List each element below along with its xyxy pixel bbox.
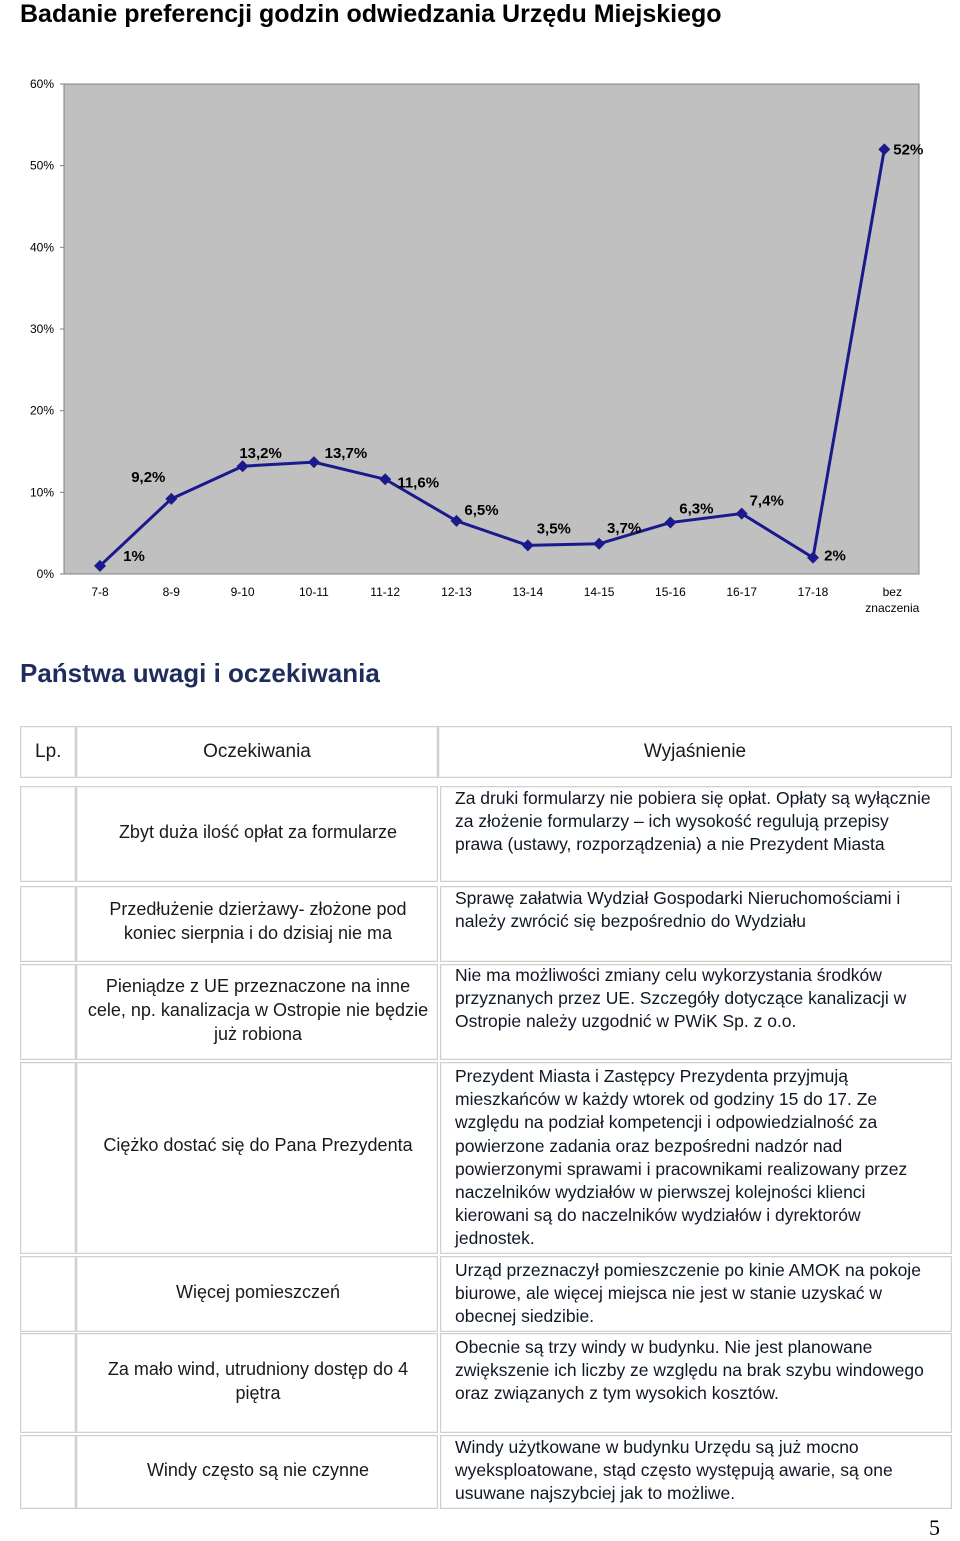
row-explanation-text: Urząd przeznaczył pomieszczenie po kinie AMOK na pokoje biurowe, ale więcej miejsca nie jest w stanie uzyskać w obecnej siedzibie.: [455, 1260, 921, 1327]
x-tick-label: 10-11: [298, 585, 329, 599]
header-expectations: [76, 726, 438, 778]
section-title: Państwa uwagi i oczekiwania: [20, 658, 380, 688]
data-label: 11,6%: [397, 474, 440, 492]
x-tick-label: znaczenia: [865, 601, 920, 615]
row-explanation-text: Sprawę załatwia Wydział Gospodarki Nieruchomościami i należy zwrócić się bezpośrednio do Wydziału: [455, 888, 901, 932]
data-label: 9,2%: [131, 468, 166, 486]
data-label: 3,7%: [606, 519, 642, 537]
x-tick-label: 13-14: [512, 585, 544, 599]
x-tick-label: 14-15: [583, 585, 615, 599]
row-expectation-text: Zbyt duża ilość opłat za formularze: [118, 822, 398, 842]
row-explanation-text: Prezydent Miasta i Zastępcy Prezydenta przyjmują mieszkańców w każdy wtorek od godziny 15 do 17. Ze względu na podział kompetencji i odpowiedzialność za powierzone zadania oraz bezpośredni nadzór nad powierzonymi sprawami i pracownikami realizowany przez naczelników wydziałów w pierwszej kolejności klienci kierowani są do naczelników wydziałów i dyrektorów jednostek.: [455, 1066, 908, 1249]
x-tick-label: 8-9: [162, 585, 180, 599]
data-label: 13,2%: [239, 445, 282, 463]
row-explanation-text: Windy użytkowane w budynku Urzędu są już mocno wyeksploatowane, stąd często występują awarie, są one usuwane najszybciej jak to możliwe.: [455, 1437, 893, 1504]
row-expectation-text: Przedłużenie dzierżawy- złożone pod koniec sierpnia i do dzisiaj nie ma: [109, 899, 407, 943]
data-label: 7,4%: [749, 492, 784, 510]
row-expectation-text: Windy często są nie czynne: [146, 1460, 370, 1480]
y-tick-label: 40%: [29, 240, 54, 255]
row-lp-cell: [20, 964, 76, 1060]
row-lp-cell: [20, 1256, 76, 1332]
x-tick-label: 17-18: [797, 585, 829, 599]
x-tick-label: 15-16: [655, 585, 686, 599]
row-expectation-text: Pieniądze z UE przeznaczone na inne cele, np. kanalizacja w Ostropie nie będzie już robiona: [87, 976, 429, 1044]
row-lp-cell: [20, 1062, 76, 1254]
header-explanation: [438, 726, 952, 778]
data-label: 3,5%: [536, 520, 571, 538]
row-lp-cell: [20, 1333, 76, 1433]
row-expectation-text: Za mało wind, utrudniony dostęp do 4 piętra: [107, 1359, 409, 1403]
row-explanation-text: Za druki formularzy nie pobiera się opłat. Opłaty są wyłącznie za złożenie formularzy – ich wysokość regulują przepisy prawa (ustawy, rozporządzenia) a nie Prezydent Miasta: [455, 788, 931, 855]
page-title: Badanie preferencji godzin odwiedzania Urzędu Miejskiego: [20, 0, 722, 28]
data-label: 13,7%: [324, 445, 368, 463]
header-lp-label: Lp.: [35, 741, 62, 762]
row-expectation-cell: [76, 1062, 438, 1254]
y-tick-label: 30%: [29, 322, 54, 336]
header-expectations-label: Oczekiwania: [203, 741, 311, 762]
row-lp-cell: [20, 886, 76, 962]
data-label: 1%: [123, 547, 145, 565]
row-lp-cell: [20, 1435, 76, 1509]
row-expectation-text: Więcej pomieszczeń: [175, 1282, 341, 1302]
row-lp-cell: [20, 786, 76, 882]
row-expectation-text: Ciężko dostać się do Pana Prezydenta: [103, 1135, 413, 1155]
row-explanation-text: Nie ma możliwości zmiany celu wykorzystania środków przyznanych przez UE. Szczegóły dotyczące kanalizacji w Ostropie należy uzgodnić w PWiK Sp. z o.o.: [455, 965, 907, 1032]
row-explanation-text: Obecnie są trzy windy w budynku. Nie jest planowane zwiększenie ich liczby ze względu na brak szybu windowego oraz związanych z tym wysokich kosztów.: [455, 1337, 924, 1404]
y-tick-label: 0%: [36, 567, 54, 581]
x-tick-label: 7-8: [91, 585, 109, 599]
y-tick-label: 20%: [29, 403, 54, 418]
header-lp: [20, 726, 76, 778]
x-tick-label: 16-17: [726, 585, 758, 599]
x-tick-label: 12-13: [441, 585, 472, 599]
header-explanation-label: Wyjaśnienie: [643, 741, 747, 762]
y-tick-label: 50%: [29, 158, 54, 173]
x-tick-label: 11-12: [370, 585, 401, 599]
data-label: 6,5%: [464, 501, 499, 519]
data-label: 2%: [824, 547, 846, 565]
y-tick-label: 10%: [29, 485, 54, 500]
data-label: 52%: [893, 141, 924, 159]
page-number: 5: [929, 1515, 940, 1540]
x-tick-label: 9-10: [230, 585, 255, 599]
data-label: 6,3%: [679, 500, 714, 518]
y-tick-label: 60%: [29, 77, 54, 91]
x-tick-label: bez: [882, 585, 902, 599]
